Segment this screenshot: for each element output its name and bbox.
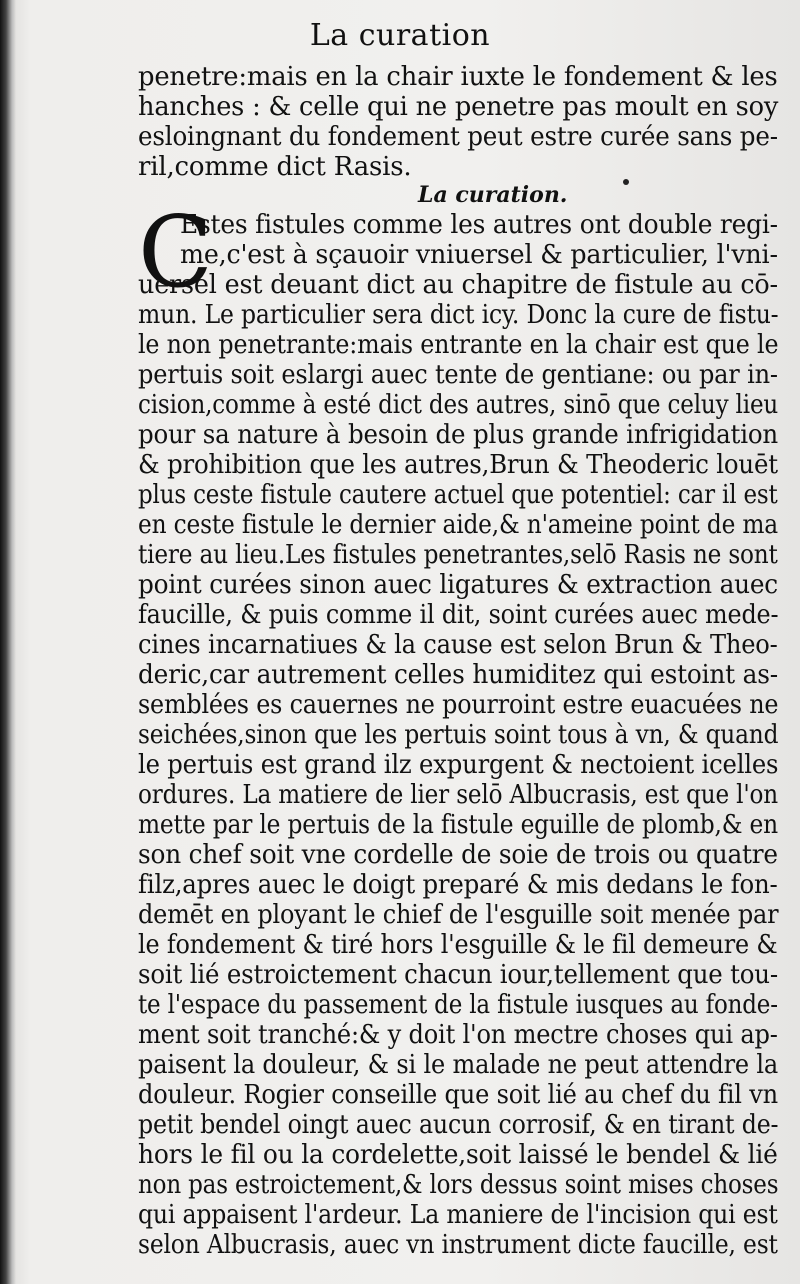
text-line: hanches : & celle qui ne penetre pas moult en soy [138, 92, 779, 122]
text-line: pertuis soit eslargi auec tente de gentiane: ou par in- [138, 360, 778, 390]
text-line: ment soit tranché:& y doit l'on mectre choses qui ap- [138, 1020, 778, 1050]
text-line: paisent la douleur, & si le malade ne peut attendre la [138, 1050, 779, 1080]
text-line: son chef soit vne cordelle de soie de trois ou quatre [138, 840, 778, 870]
text-line: deric,car autrement celles humiditez qui estoint as- [138, 660, 778, 690]
text-line: selon Albucrasis, auec vn instrument dicte faucille, est [138, 1230, 778, 1260]
text-line: douleur. Rogier conseille que soit lié au chef du fil vn [138, 1080, 779, 1110]
text-line: penetre:mais en la chair iuxte le fondement & les [138, 62, 778, 92]
text-line: cision,comme à esté dict des autres, sinō que celuy lieu [138, 390, 779, 420]
text-line: filz,apres auec le doigt preparé & mis dedans le fon- [138, 870, 778, 900]
text-line: le pertuis est grand ilz expurgent & nectoient icelles [138, 750, 779, 780]
text-line: tiere au lieu.Les fistules penetrantes,selō Rasis ne sont [138, 540, 778, 570]
section-title: La curation. [418, 182, 568, 208]
text-line: non pas estroictement,& lors dessus soint mises choses [138, 1170, 779, 1200]
ink-dot [623, 179, 629, 185]
text-line: & prohibition que les autres,Brun & Theoderic louēt [138, 450, 778, 480]
text-line: demēt en ployant le chief de l'esguille soit menée par [138, 900, 779, 930]
page-gutter [0, 0, 16, 1284]
text-line: en ceste fistule le dernier aide,& n'ameine point de ma [138, 510, 778, 540]
text-line: mette par le pertuis de la fistule eguille de plomb,& en [138, 810, 779, 840]
text-line: hors le fil ou la cordelette,soit laissé le bendel & lié [138, 1140, 778, 1170]
text-line: plus ceste fistule cautere actuel que potentiel: car il est [138, 480, 778, 510]
text-line: mun. Le particulier sera dict icy. Donc la cure de fistu- [138, 300, 779, 330]
running-head: La curation [309, 18, 491, 53]
text-line: soit lié estroictement chacun iour,tellement que tou- [138, 960, 778, 990]
text-line: semblées es cauernes ne pourroint estre euacuées ne [138, 690, 779, 720]
text-line: me,c'est à sçauoir vniuersel & particulier, l'vni- [180, 240, 778, 270]
text-line: ril,comme dict Rasis. [138, 152, 412, 182]
text-line: qui appaisent l'ardeur. La maniere de l'incision qui est [138, 1200, 778, 1230]
text-line: ordures. La matiere de lier selō Albucrasis, est que l'on [138, 780, 779, 810]
text-line: te l'espace du passement de la fistule iusques au fonde- [138, 990, 778, 1020]
text-line: le non penetrante:mais entrante en la chair est que le [138, 330, 779, 360]
text-line: esloingnant du fondement peut estre curée sans pe- [138, 122, 778, 152]
drop-cap-initial: C [138, 196, 213, 310]
text-line: faucille, & puis comme il dit, soint curées auec mede- [138, 600, 779, 630]
text-line: seichées,sinon que les pertuis soint tous à vn, & quand [138, 720, 779, 750]
text-line: le fondement & tiré hors l'esguille & le fil demeure & [138, 930, 778, 960]
text-line: uersel est deuant dict au chapitre de fistule au cō- [138, 270, 778, 300]
text-line: Estes fistules comme les autres ont double regi- [180, 210, 778, 240]
text-line: pour sa nature à besoin de plus grande infrigidation [138, 420, 779, 450]
text-line: petit bendel oingt auec aucun corrosif, & en tirant de- [138, 1110, 779, 1140]
text-line: cines incarnatiues & la cause est selon Brun & Theo- [138, 630, 778, 660]
text-line: point curées sinon auec ligatures & extraction auec [138, 570, 778, 600]
